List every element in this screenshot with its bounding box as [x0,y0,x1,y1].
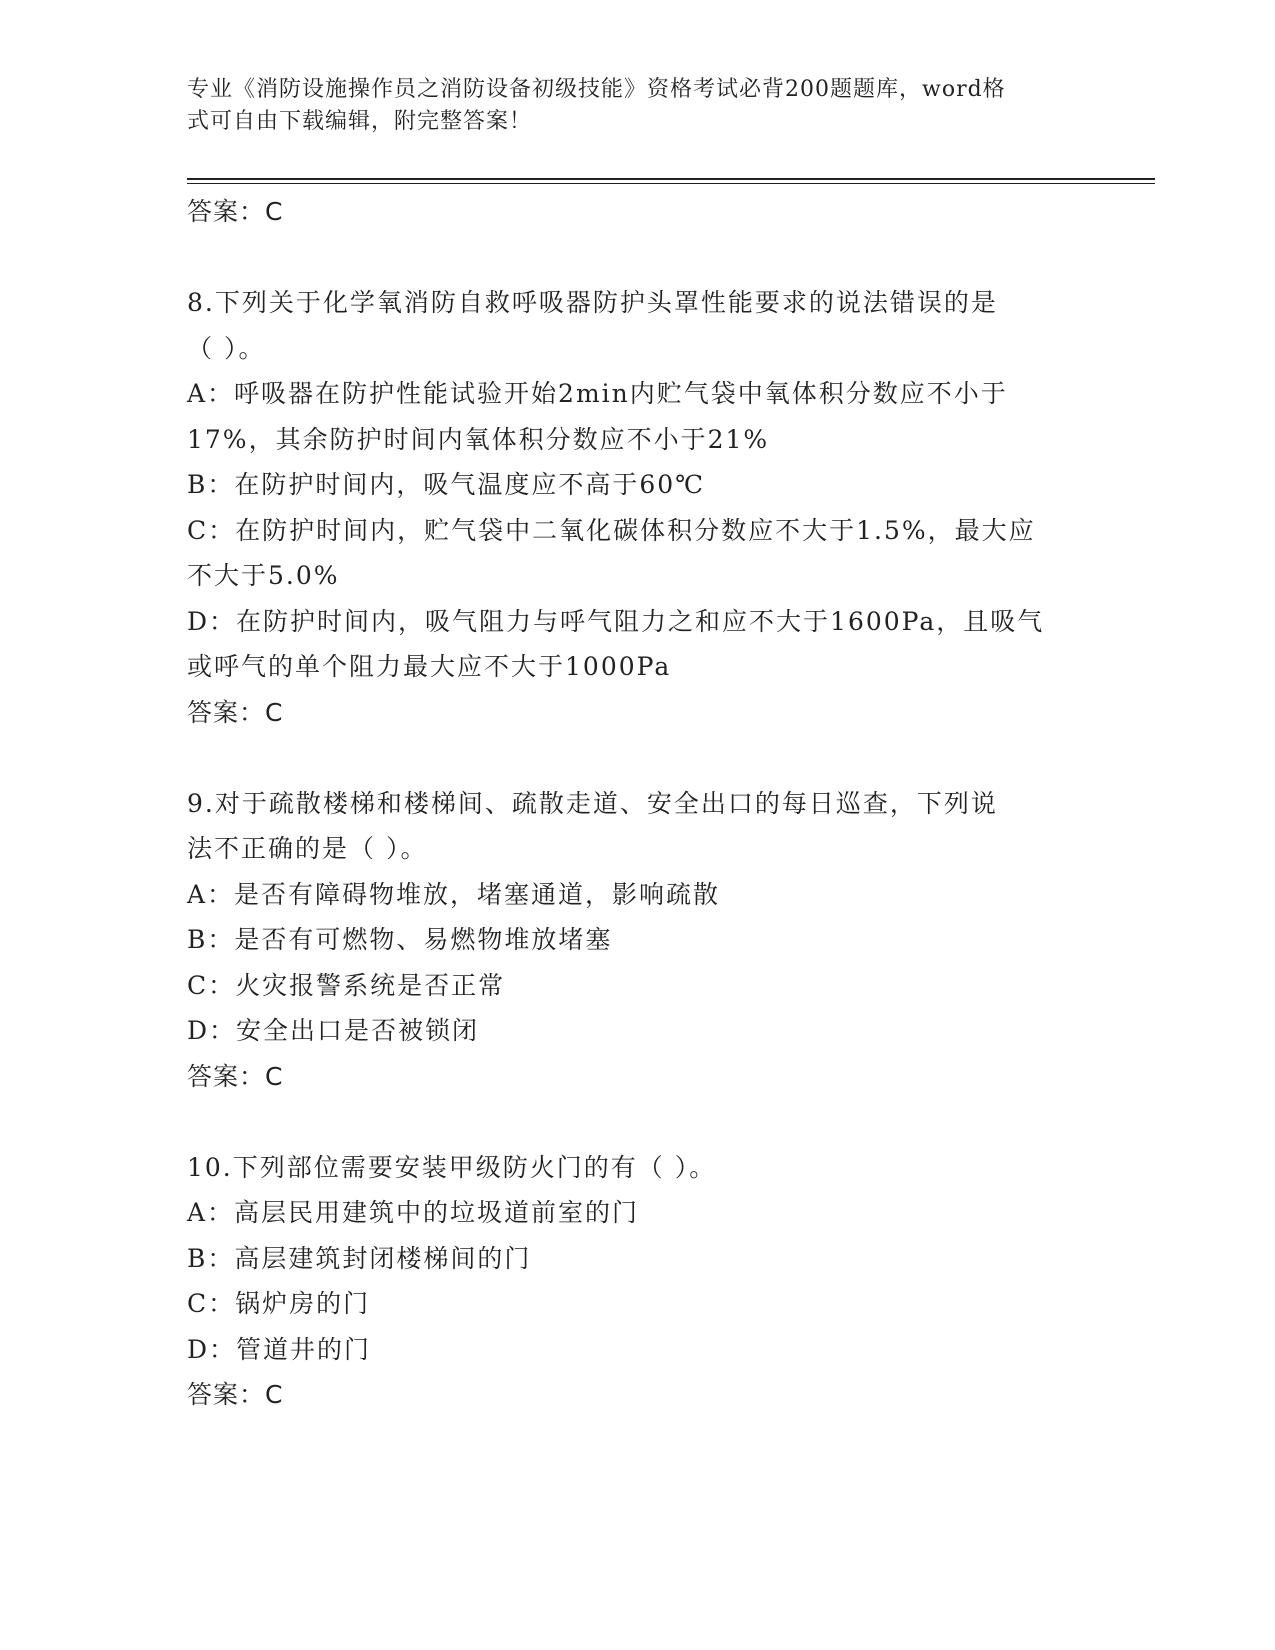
question-8-option-c-line-2: 不大于5.0% [187,561,340,590]
question-8-option-a-line-1: A：呼吸器在防护性能试验开始2min内贮气袋中氧体积分数应不小于 [187,379,1008,408]
spacer [187,235,1087,281]
question-8-stem-line-2: （ ）。 [187,333,266,363]
header-line-1: 专业《消防设施操作员之消防设备初级技能》资格考试必背200题题库，word格 [187,77,1006,102]
question-9-option-d: D：安全出口是否被锁闭 [187,1016,480,1045]
question-9-option-a: A：是否有障碍物堆放，堵塞通道，影响疏散 [187,879,721,909]
spacer [187,1099,1087,1145]
question-8-answer: 答案：C [187,697,284,727]
question-10-answer: 答案：C [187,1380,284,1409]
question-10-stem: 10.下列部位需要安装甲级防火门的有（ ）。 [187,1152,717,1182]
question-8-stem-line-1: 8.下列关于化学氧消防自救呼吸器防护头罩性能要求的说法错误的是 [187,288,998,317]
spacer [187,735,1087,781]
document-body [187,189,1087,1418]
header-line-2: 式可自由下载编辑，附完整答案！ [187,109,533,134]
question-8-option-c-line-1: C：在防护时间内，贮气袋中二氧化碳体积分数应不大于1.5%，最大应 [187,515,1036,545]
question-8-option-a-line-2: 17%，其余防护时间内氧体积分数应不小于21% [187,424,770,454]
header-divider-thin [187,183,1155,184]
question-10-option-a: A：高层民用建筑中的垃圾道前室的门 [187,1198,640,1227]
question-8-option-d-line-2: 或呼气的单个阻力最大应不大于1000Pa [187,652,672,681]
question-9-option-c: C：火灾报警系统是否正常 [187,970,506,1000]
question-9-stem-line-1: 9.对于疏散楼梯和楼梯间、疏散走道、安全出口的每日巡查，下列说 [187,788,998,818]
question-9 [187,781,1087,1100]
question-10 [187,1145,1087,1418]
question-9-stem-line-2: 法不正确的是（ ）。 [187,834,428,863]
document-header [187,74,1067,138]
question-9-answer: 答案：C [187,1061,284,1091]
question-10-option-d: D：管道井的门 [187,1334,372,1364]
answer-line: 答案：C [187,197,284,226]
question-9-option-b: B：是否有可燃物、易燃物堆放堵塞 [187,925,613,954]
question-10-option-c: C：锅炉房的门 [187,1289,371,1318]
question-8 [187,280,1087,735]
question-8-option-d-line-1: D：在防护时间内，吸气阻力与呼气阻力之和应不大于1600Pa，且吸气 [187,606,1045,636]
question-10-option-b: B：高层建筑封闭楼梯间的门 [187,1243,532,1273]
header-divider-thick [187,178,1155,180]
question-8-option-b: B：在防护时间内，吸气温度应不高于60℃ [187,470,706,499]
